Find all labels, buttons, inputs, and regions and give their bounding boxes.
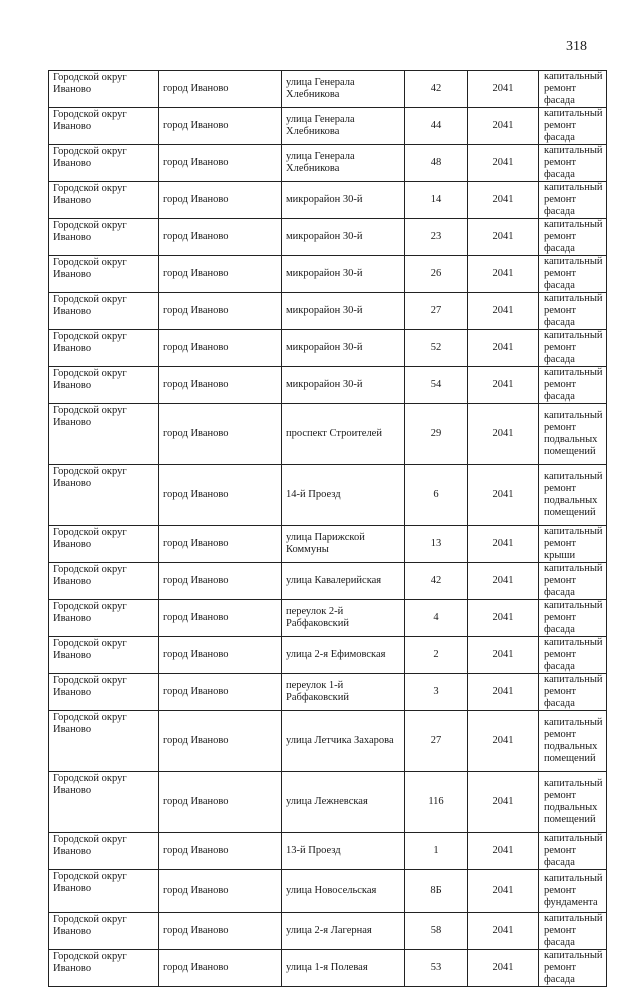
district-cell: Городской округ Иваново bbox=[49, 182, 159, 219]
table-row bbox=[49, 563, 607, 600]
year-cell: 2041 bbox=[468, 870, 539, 913]
street-cell: улица Генерала Хлебникова bbox=[282, 71, 405, 108]
year-cell: 2041 bbox=[468, 108, 539, 145]
district-cell: Городской округ Иваново bbox=[49, 256, 159, 293]
house-number-cell: 26 bbox=[405, 256, 468, 293]
work-type-cell: капитальный ремонт фасада bbox=[539, 950, 607, 987]
year-cell: 2041 bbox=[468, 526, 539, 563]
street-cell: микрорайон 30-й bbox=[282, 293, 405, 330]
house-number-cell: 42 bbox=[405, 563, 468, 600]
city-cell: город Иваново bbox=[159, 772, 282, 833]
year-cell: 2041 bbox=[468, 600, 539, 637]
city-cell: город Иваново bbox=[159, 367, 282, 404]
city-cell: город Иваново bbox=[159, 526, 282, 563]
house-number-cell: 13 bbox=[405, 526, 468, 563]
district-cell: Городской округ Иваново bbox=[49, 950, 159, 987]
year-cell: 2041 bbox=[468, 674, 539, 711]
street-cell: улица Лежневская bbox=[282, 772, 405, 833]
district-cell: Городской округ Иваново bbox=[49, 367, 159, 404]
house-number-cell: 4 bbox=[405, 600, 468, 637]
city-cell: город Иваново bbox=[159, 465, 282, 526]
district-cell: Городской округ Иваново bbox=[49, 108, 159, 145]
house-number-cell: 53 bbox=[405, 950, 468, 987]
district-cell: Городской округ Иваново bbox=[49, 870, 159, 913]
city-cell: город Иваново bbox=[159, 674, 282, 711]
work-type-cell: капитальный ремонт фасада bbox=[539, 145, 607, 182]
city-cell: город Иваново bbox=[159, 219, 282, 256]
work-type-cell: капитальный ремонт крыши bbox=[539, 526, 607, 563]
city-cell: город Иваново bbox=[159, 950, 282, 987]
year-cell: 2041 bbox=[468, 913, 539, 950]
district-cell: Городской округ Иваново bbox=[49, 293, 159, 330]
table-row bbox=[49, 833, 607, 870]
work-type-cell: капитальный ремонт фасада bbox=[539, 182, 607, 219]
house-number-cell: 6 bbox=[405, 465, 468, 526]
district-cell: Городской округ Иваново bbox=[49, 465, 159, 526]
year-cell: 2041 bbox=[468, 71, 539, 108]
city-cell: город Иваново bbox=[159, 563, 282, 600]
work-type-cell: капитальный ремонт фасада bbox=[539, 256, 607, 293]
house-number-cell: 27 bbox=[405, 293, 468, 330]
district-cell: Городской округ Иваново bbox=[49, 145, 159, 182]
house-number-cell: 29 bbox=[405, 404, 468, 465]
street-cell: микрорайон 30-й bbox=[282, 367, 405, 404]
work-type-cell: капитальный ремонт фундамента bbox=[539, 870, 607, 913]
work-type-cell: капитальный ремонт подвальных помещений bbox=[539, 465, 607, 526]
district-cell: Городской округ Иваново bbox=[49, 833, 159, 870]
work-type-cell: капитальный ремонт фасада bbox=[539, 600, 607, 637]
house-number-cell: 52 bbox=[405, 330, 468, 367]
house-number-cell: 8Б bbox=[405, 870, 468, 913]
year-cell: 2041 bbox=[468, 637, 539, 674]
work-type-cell: капитальный ремонт фасада bbox=[539, 219, 607, 256]
street-cell: микрорайон 30-й bbox=[282, 256, 405, 293]
house-number-cell: 3 bbox=[405, 674, 468, 711]
street-cell: улица 2-я Ефимовская bbox=[282, 637, 405, 674]
table-row bbox=[49, 182, 607, 219]
table-row bbox=[49, 950, 607, 987]
street-cell: улица Генерала Хлебникова bbox=[282, 145, 405, 182]
work-type-cell: капитальный ремонт фасада bbox=[539, 563, 607, 600]
street-cell: переулок 2-й Рабфаковский bbox=[282, 600, 405, 637]
year-cell: 2041 bbox=[468, 293, 539, 330]
table-row bbox=[49, 711, 607, 772]
street-cell: улица Летчика Захарова bbox=[282, 711, 405, 772]
district-cell: Городской округ Иваново bbox=[49, 772, 159, 833]
year-cell: 2041 bbox=[468, 256, 539, 293]
table-row bbox=[49, 772, 607, 833]
house-number-cell: 23 bbox=[405, 219, 468, 256]
table-row bbox=[49, 870, 607, 913]
year-cell: 2041 bbox=[468, 404, 539, 465]
house-number-cell: 14 bbox=[405, 182, 468, 219]
year-cell: 2041 bbox=[468, 219, 539, 256]
street-cell: улица Парижской Коммуны bbox=[282, 526, 405, 563]
house-number-cell: 44 bbox=[405, 108, 468, 145]
house-number-cell: 42 bbox=[405, 71, 468, 108]
year-cell: 2041 bbox=[468, 330, 539, 367]
year-cell: 2041 bbox=[468, 465, 539, 526]
city-cell: город Иваново bbox=[159, 182, 282, 219]
repair-schedule-table bbox=[48, 70, 607, 987]
house-number-cell: 1 bbox=[405, 833, 468, 870]
work-type-cell: капитальный ремонт подвальных помещений bbox=[539, 711, 607, 772]
table-row bbox=[49, 465, 607, 526]
house-number-cell: 58 bbox=[405, 913, 468, 950]
city-cell: город Иваново bbox=[159, 404, 282, 465]
district-cell: Городской округ Иваново bbox=[49, 71, 159, 108]
city-cell: город Иваново bbox=[159, 833, 282, 870]
street-cell: переулок 1-й Рабфаковский bbox=[282, 674, 405, 711]
work-type-cell: капитальный ремонт фасада bbox=[539, 71, 607, 108]
city-cell: город Иваново bbox=[159, 870, 282, 913]
table-row bbox=[49, 913, 607, 950]
year-cell: 2041 bbox=[468, 563, 539, 600]
street-cell: проспект Строителей bbox=[282, 404, 405, 465]
year-cell: 2041 bbox=[468, 833, 539, 870]
table-row bbox=[49, 293, 607, 330]
year-cell: 2041 bbox=[468, 367, 539, 404]
district-cell: Городской округ Иваново bbox=[49, 404, 159, 465]
house-number-cell: 27 bbox=[405, 711, 468, 772]
table-row bbox=[49, 330, 607, 367]
street-cell: улица Новосельская bbox=[282, 870, 405, 913]
work-type-cell: капитальный ремонт подвальных помещений bbox=[539, 772, 607, 833]
work-type-cell: капитальный ремонт фасада bbox=[539, 108, 607, 145]
city-cell: город Иваново bbox=[159, 637, 282, 674]
city-cell: город Иваново bbox=[159, 711, 282, 772]
district-cell: Городской округ Иваново bbox=[49, 330, 159, 367]
work-type-cell: капитальный ремонт подвальных помещений bbox=[539, 404, 607, 465]
street-cell: улица Генерала Хлебникова bbox=[282, 108, 405, 145]
street-cell: улица 2-я Лагерная bbox=[282, 913, 405, 950]
table-row bbox=[49, 145, 607, 182]
work-type-cell: капитальный ремонт фасада bbox=[539, 637, 607, 674]
table-row bbox=[49, 219, 607, 256]
city-cell: город Иваново bbox=[159, 293, 282, 330]
table-row bbox=[49, 637, 607, 674]
table-row bbox=[49, 404, 607, 465]
district-cell: Городской округ Иваново bbox=[49, 637, 159, 674]
city-cell: город Иваново bbox=[159, 108, 282, 145]
work-type-cell: капитальный ремонт фасада bbox=[539, 293, 607, 330]
street-cell: 13-й Проезд bbox=[282, 833, 405, 870]
city-cell: город Иваново bbox=[159, 913, 282, 950]
street-cell: улица Кавалерийская bbox=[282, 563, 405, 600]
table-row bbox=[49, 674, 607, 711]
year-cell: 2041 bbox=[468, 182, 539, 219]
table-body bbox=[49, 71, 607, 987]
year-cell: 2041 bbox=[468, 711, 539, 772]
city-cell: город Иваново bbox=[159, 256, 282, 293]
table-row bbox=[49, 256, 607, 293]
district-cell: Городской округ Иваново bbox=[49, 711, 159, 772]
district-cell: Городской округ Иваново bbox=[49, 219, 159, 256]
city-cell: город Иваново bbox=[159, 71, 282, 108]
work-type-cell: капитальный ремонт фасада bbox=[539, 913, 607, 950]
page-number: 318 bbox=[566, 39, 587, 54]
table-row bbox=[49, 367, 607, 404]
table-row bbox=[49, 71, 607, 108]
district-cell: Городской округ Иваново bbox=[49, 600, 159, 637]
work-type-cell: капитальный ремонт фасада bbox=[539, 330, 607, 367]
district-cell: Городской округ Иваново bbox=[49, 674, 159, 711]
district-cell: Городской округ Иваново bbox=[49, 563, 159, 600]
table-row bbox=[49, 600, 607, 637]
table-row bbox=[49, 108, 607, 145]
street-cell: микрорайон 30-й bbox=[282, 182, 405, 219]
street-cell: улица 1-я Полевая bbox=[282, 950, 405, 987]
year-cell: 2041 bbox=[468, 950, 539, 987]
district-cell: Городской округ Иваново bbox=[49, 526, 159, 563]
street-cell: микрорайон 30-й bbox=[282, 330, 405, 367]
street-cell: 14-й Проезд bbox=[282, 465, 405, 526]
table-row bbox=[49, 526, 607, 563]
year-cell: 2041 bbox=[468, 772, 539, 833]
work-type-cell: капитальный ремонт фасада bbox=[539, 833, 607, 870]
city-cell: город Иваново bbox=[159, 600, 282, 637]
house-number-cell: 54 bbox=[405, 367, 468, 404]
district-cell: Городской округ Иваново bbox=[49, 913, 159, 950]
street-cell: микрорайон 30-й bbox=[282, 219, 405, 256]
city-cell: город Иваново bbox=[159, 330, 282, 367]
city-cell: город Иваново bbox=[159, 145, 282, 182]
work-type-cell: капитальный ремонт фасада bbox=[539, 367, 607, 404]
house-number-cell: 116 bbox=[405, 772, 468, 833]
house-number-cell: 48 bbox=[405, 145, 468, 182]
year-cell: 2041 bbox=[468, 145, 539, 182]
work-type-cell: капитальный ремонт фасада bbox=[539, 674, 607, 711]
house-number-cell: 2 bbox=[405, 637, 468, 674]
